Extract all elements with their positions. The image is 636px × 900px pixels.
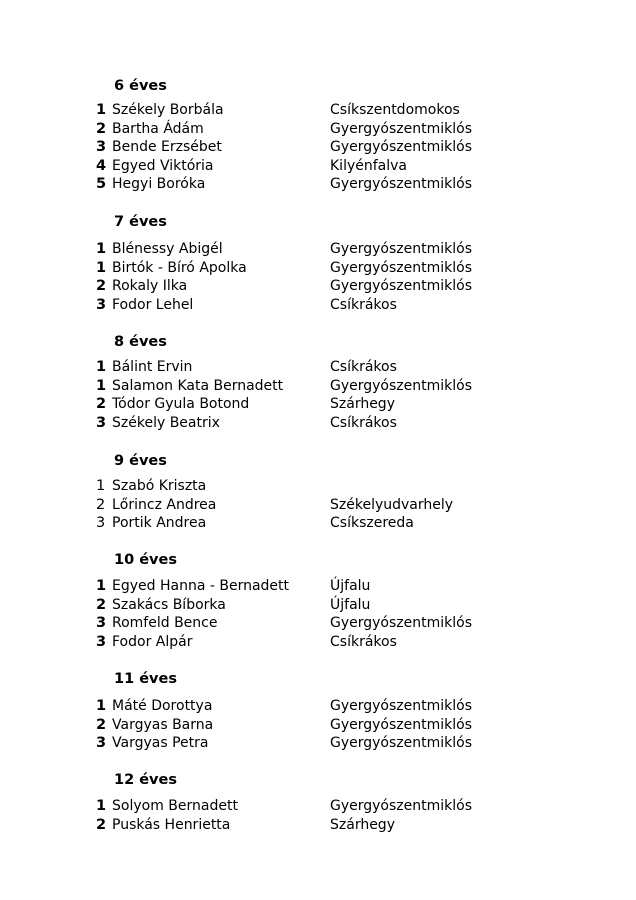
result-row [0,735,636,754]
participant-name: Máté Dorottya [112,698,213,714]
participant-name: Hegyi Boróka [112,176,206,193]
age-group-heading: 8 éves [114,334,167,350]
participant-town: Gyergyószentmiklós [330,176,472,193]
participant-town: Gyergyószentmiklós [330,241,472,257]
participant-town: Gyergyószentmiklós [330,377,472,394]
rank: 1 [96,102,107,118]
rank: 2 [96,596,107,613]
participant-town: Újfalu [330,578,371,594]
result-row [0,260,636,279]
participant-town: Csíkrákos [330,633,397,650]
participant-town: Szárhegy [330,816,395,833]
participant-town: Csíkszentdomokos [330,102,460,118]
participant-town: Székelyudvarhely [330,496,454,513]
participant-town: Gyergyószentmiklós [330,716,472,733]
age-group-heading: 7 éves [114,214,167,230]
rank: 3 [96,296,107,313]
rank: 4 [96,157,107,174]
rank: 1 [96,578,107,594]
participant-town: Gyergyószentmiklós [330,735,472,752]
participant-town: Gyergyószentmiklós [330,798,472,814]
result-row [0,359,636,378]
rank: 1 [96,259,107,276]
result-row [0,698,636,717]
result-row [0,634,636,653]
rank: 2 [96,716,107,733]
participant-name: Egyed Viktória [112,157,214,174]
participant-name: Blénessy Abigél [112,241,223,257]
participant-name: Lőrincz Andrea [112,496,217,513]
result-row [0,615,636,634]
participant-name: Romfeld Bence [112,615,218,632]
age-group-heading: 11 éves [114,671,177,687]
participant-town: Szárhegy [330,396,395,413]
participant-town: Csíkszereda [330,515,414,532]
participant-town: Kilyénfalva [330,157,407,174]
rank: 3 [96,515,106,532]
result-row [0,176,636,195]
rank: 2 [96,120,107,137]
rank: 1 [96,478,106,494]
rank: 2 [96,396,107,413]
participant-name: Fodor Alpár [112,633,193,650]
participant-name: Székely Beatrix [112,414,220,431]
result-row [0,515,636,534]
participant-name: Rokaly Ilka [112,278,188,295]
result-row [0,396,636,415]
rank: 1 [96,798,107,814]
participant-town: Gyergyószentmiklós [330,139,472,156]
result-row [0,415,636,434]
participant-name: Tódor Gyula Botond [112,396,250,413]
participant-name: Birtók - Bíró Apolka [112,259,247,276]
result-row [0,817,636,836]
participant-town: Gyergyószentmiklós [330,278,472,295]
result-row [0,158,636,177]
rank: 2 [96,278,107,295]
rank: 5 [96,176,107,193]
age-group-heading: 10 éves [114,552,177,568]
age-group-heading: 12 éves [114,772,177,788]
result-row [0,139,636,158]
participant-town: Gyergyószentmiklós [330,120,472,137]
participant-name: Fodor Lehel [112,296,194,313]
result-row [0,241,636,260]
participant-name: Bálint Ervin [112,359,193,375]
result-row [0,717,636,736]
participant-town: Újfalu [330,596,371,613]
participant-town: Gyergyószentmiklós [330,615,472,632]
result-row [0,798,636,817]
result-row [0,378,636,397]
age-group-heading: 9 éves [114,453,167,469]
age-group-heading: 6 éves [114,78,167,94]
participant-town: Csíkrákos [330,414,397,431]
participant-name: Vargyas Petra [112,735,209,752]
result-row [0,121,636,140]
result-row [0,597,636,616]
participant-name: Puskás Henrietta [112,816,231,833]
rank: 2 [96,816,107,833]
rank: 3 [96,139,107,156]
rank: 1 [96,698,107,714]
result-row [0,578,636,597]
participant-name: Bende Erzsébet [112,139,222,156]
participant-town: Csíkrákos [330,359,397,375]
participant-name: Egyed Hanna - Bernadett [112,578,290,594]
participant-town: Csíkrákos [330,296,397,313]
participant-town: Gyergyószentmiklós [330,698,472,714]
rank: 1 [96,241,107,257]
participant-name: Szakács Bíborka [112,596,226,613]
participant-name: Székely Borbála [112,102,224,118]
rank: 3 [96,414,107,431]
participant-name: Solyom Bernadett [112,798,238,814]
result-row [0,102,636,121]
result-row [0,478,636,497]
participant-name: Salamon Kata Bernadett [112,377,284,394]
rank: 3 [96,633,107,650]
rank: 1 [96,359,107,375]
participant-name: Vargyas Barna [112,716,214,733]
result-row [0,278,636,297]
participant-name: Bartha Ádám [112,120,204,137]
participant-name: Portik Andrea [112,515,207,532]
rank: 3 [96,735,107,752]
rank: 3 [96,615,107,632]
rank: 2 [96,496,106,513]
participant-name: Szabó Kriszta [112,478,207,494]
rank: 1 [96,377,107,394]
participant-town: Gyergyószentmiklós [330,259,472,276]
result-row [0,497,636,516]
result-row [0,297,636,316]
